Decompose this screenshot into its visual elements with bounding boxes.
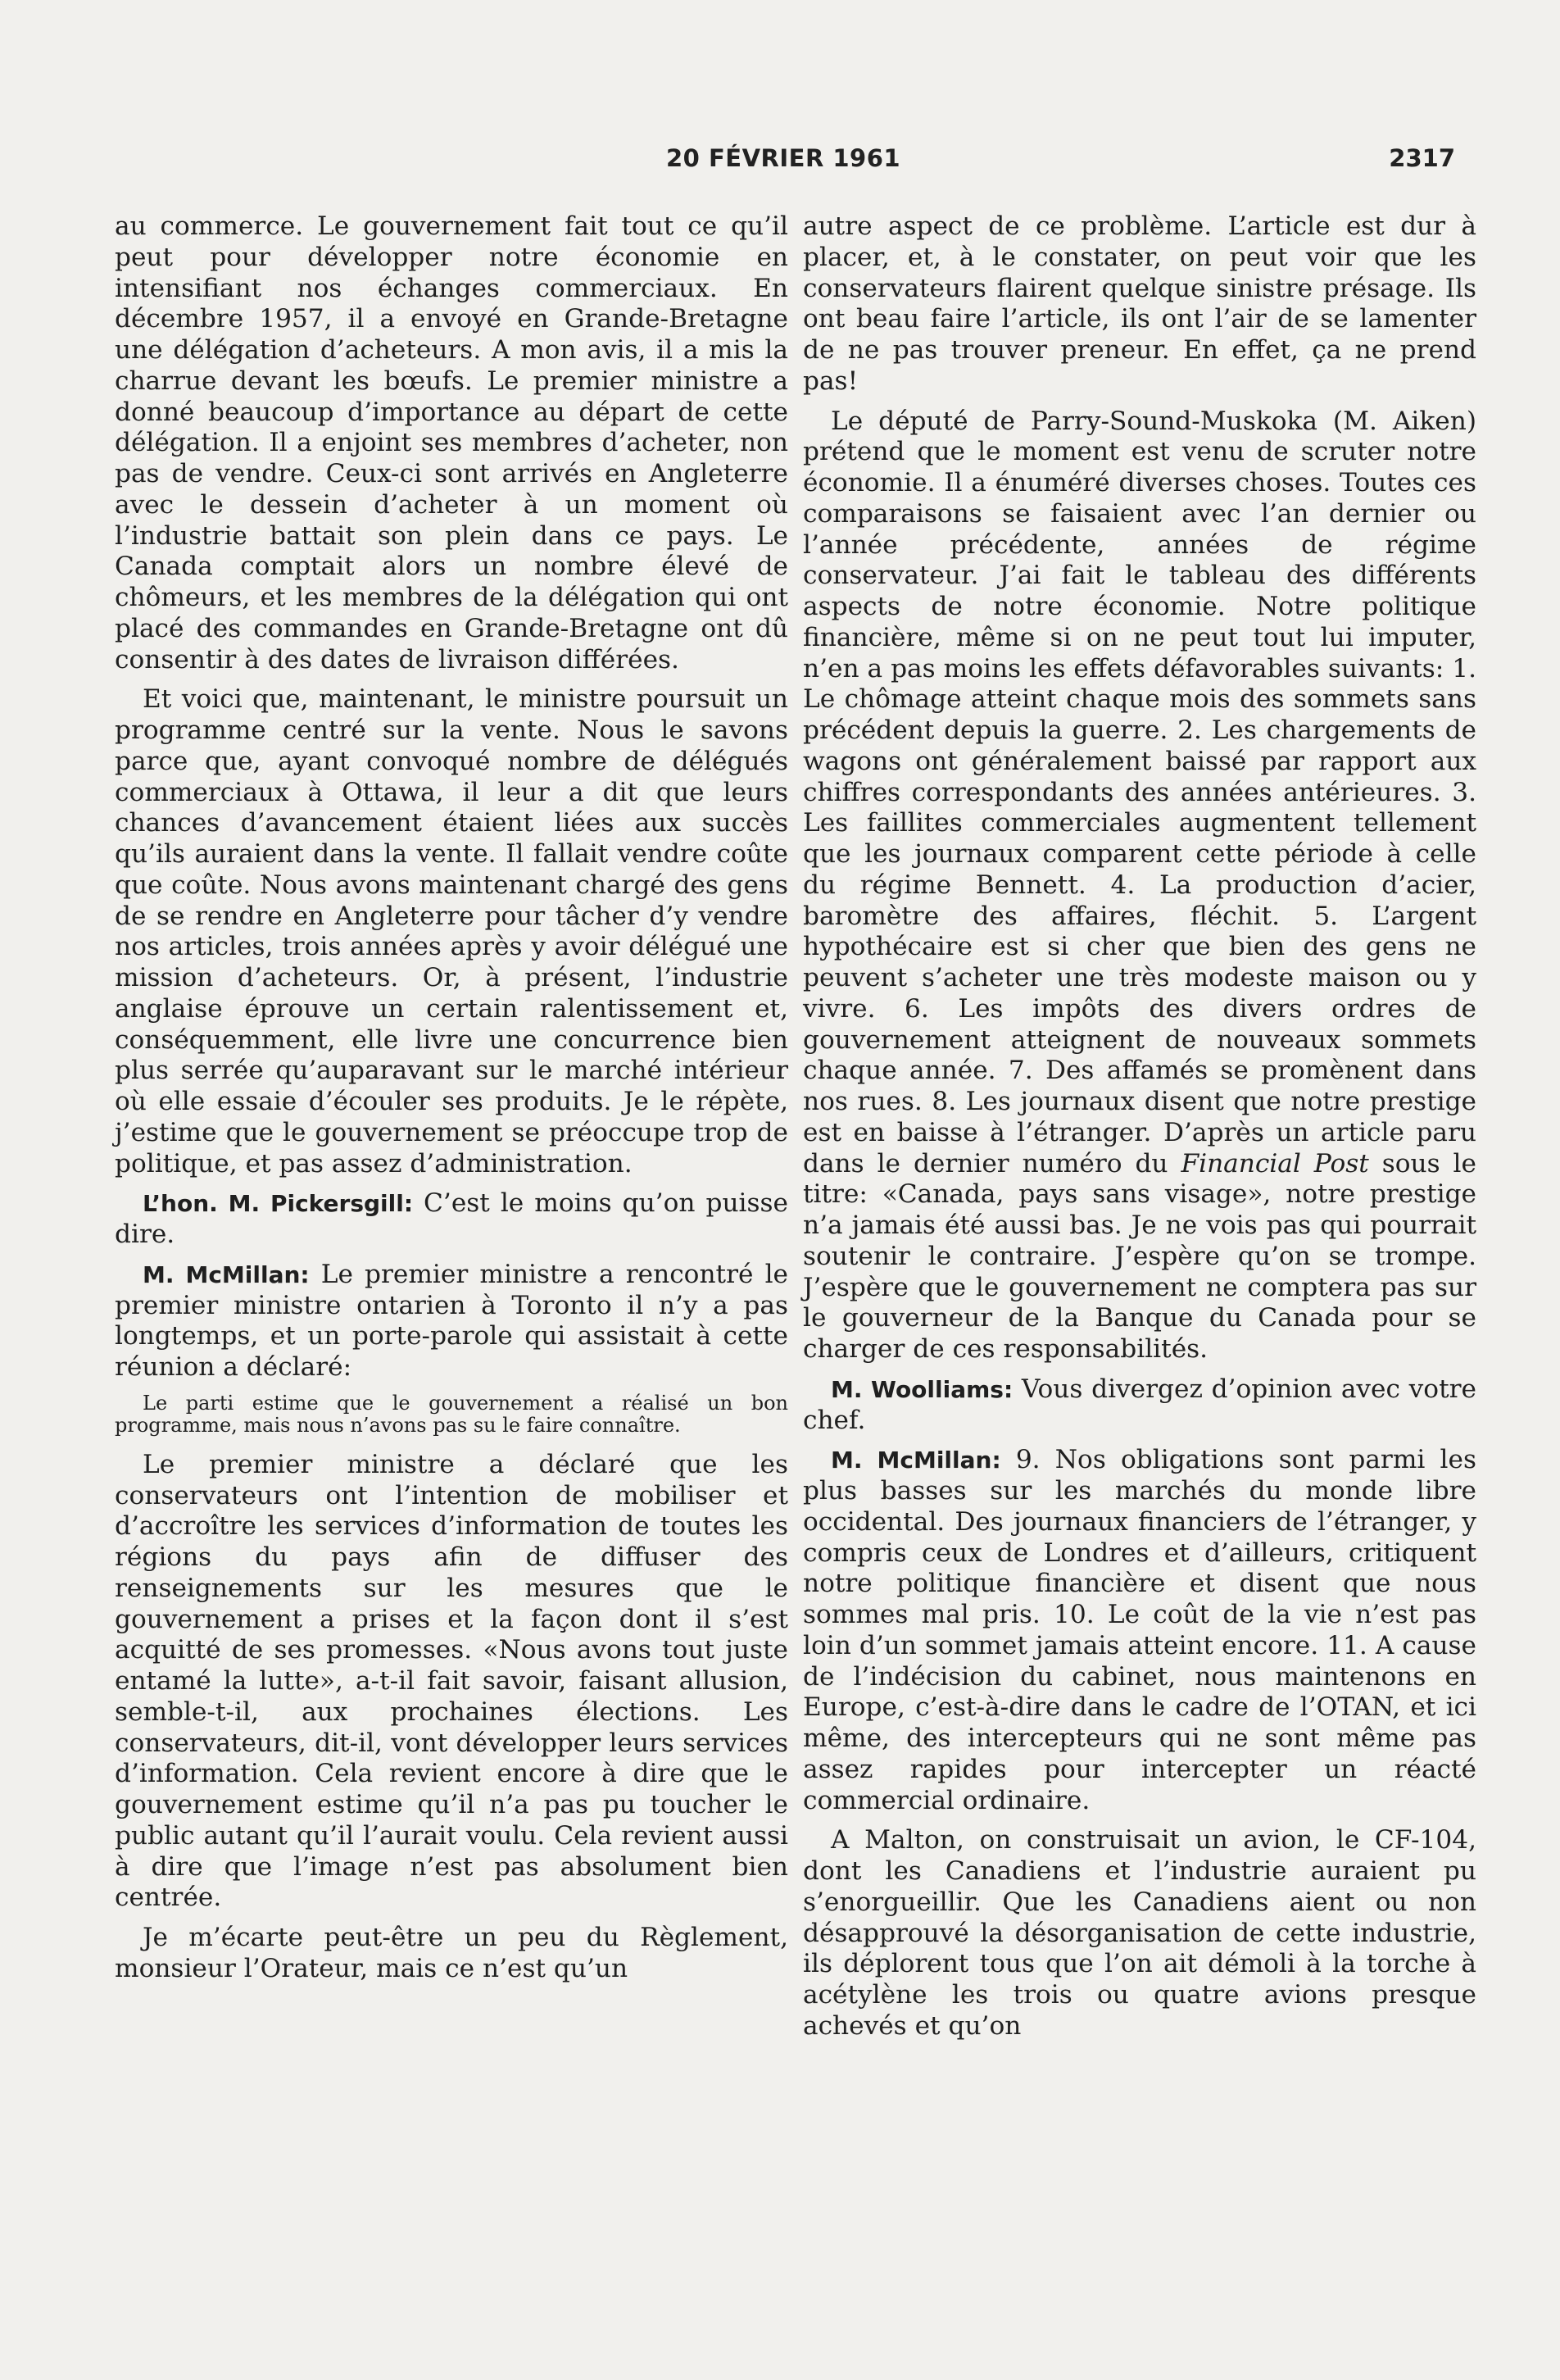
speaker-name: M. McMillan: [143, 1260, 310, 1288]
paragraph: A Malton, on construisait un avion, le CF-104, dont les Canadiens et l’industrie auraient pu s’enorgueillir. Que les Canadiens aient ou non désapprouvé la désorganisation de cette industrie, ils déplorent tous que l’on ait démoli à la torche à acétylène les trois ou quatre avions presque achevés et qu’on [803, 1825, 1476, 2041]
block-quote: Le parti estime que le gouvernement a réalisé un bon programme, mais nous n’avons pas su le faire connaître. [115, 1391, 788, 1437]
paragraph: au commerce. Le gouvernement fait tout ce qu’il peut pour développer notre économie en intensifiant nos échanges commerciaux. En décembre 1957, il a envoyé en Grande-Bretagne une délégation d’acheteurs. A mon avis, il a mis la charrue devant les bœufs. Le premier ministre a donné beaucoup d’importance au départ de cette délégation. Il a enjoint ses membres d’acheter, non pas de vendre. Ceux-ci sont arrivés en Angleterre avec le dessein d’acheter à un moment où l’industrie battait son plein dans ce pays. Le Canada comptait alors un nombre élevé de chômeurs, et les membres de la délégation qui ont placé des commandes en Grande-Bretagne ont dû consentir à des dates de livraison différées. [115, 211, 788, 674]
speech-text: Le premier ministre a rencontré le premier ministre ontarien à Toronto il n’y a pas longtemps, et un porte-parole qui assistait à cette réunion a déclaré: [115, 1259, 789, 1382]
speaker-paragraph [803, 1374, 1476, 1437]
paragraph: Je m’écarte peut-être un peu du Règlement, monsieur l’Orateur, mais ce n’est qu’un [115, 1923, 788, 1983]
speech-text: C’est le moins qu’on puisse dire. [115, 1188, 788, 1249]
page-number: 2317 [1389, 144, 1455, 172]
speaker-paragraph [115, 1188, 788, 1251]
paragraph-text: Le député de Parry-Sound-Muskoka (M. Aiken) prétend que le moment est venu de scruter notre économie. Il a énuméré diverses choses. Toutes ces comparaisons se faisaient avec l’an dernier ou l’année précédente, années de régime conservateur. J’ai fait le tableau des différents aspects de notre économie. Notre politique financière, même si on ne peut tout lui imputer, n’en a pas moins les effets défavorables suivants: 1. Le chômage atteint chaque mois des sommets sans précédent depuis la guerre. 2. Les chargements de wagons ont généralement baissé par rapport aux chiffres correspondants des années antérieures. 3. Les faillites commerciales augmentent tellement que les journaux comparent cette période à celle du régime Bennett. 4. La production d’acier, baromètre des affaires, fléchit. 5. L’argent hypothécaire est si cher que bien des gens ne peuvent s’acheter une très modeste maison ou y vivre. 6. Les impôts des divers ordres de gouvernement atteignent de nouveaux sommets chaque année. 7. Des affamés se promènent dans nos rues. 8. Les journaux disent que notre prestige est en baisse à l’étranger. D’après un article paru dans le dernier numéro du [803, 406, 1476, 1179]
paragraph-text: sous le titre: «Canada, pays sans visage», notre prestige n’a jamais été aussi bas. Je ne vois pas qui pourrait soutenir le contraire. J’espère qu’on se trompe. J’espère que le gouvernement ne comptera pas sur le gouverneur de la Banque du Canada pour se charger de ces responsabilités. [803, 1148, 1476, 1364]
left-column [115, 211, 788, 1994]
page-header [0, 141, 1560, 182]
speaker-name: M. Woolliams: [831, 1375, 1014, 1403]
speaker-name: L’hon. M. Pickersgill: [143, 1190, 414, 1218]
speech-text: 9. Nos obligations sont parmi les plus basses sur les marchés du monde libre occidental. Des journaux financiers de l’étranger, y compris ceux de Londres et d’ailleurs, critiquent notre politique financière et disent que nous sommes mal pris. 10. Le coût de la vie n’est pas loin d’un sommet jamais atteint encore. 11. A cause de l’indécision du cabinet, nous maintenons en Europe, c’est-à-dire dans le cadre de l’OTAN, et ici même, des intercepteurs qui ne sont même pas assez rapides pour intercepter un réacté commercial ordinaire. [803, 1445, 1476, 1815]
speaker-paragraph [115, 1260, 788, 1383]
paragraph: autre aspect de ce problème. L’article est dur à placer, et, à le constater, on peut voir que les conservateurs flairent quelque sinistre présage. Ils ont beau faire l’article, ils ont l’air de se lamenter de ne pas trouver preneur. En effet, ça ne prend pas! [803, 211, 1476, 396]
paragraph [803, 407, 1476, 1365]
speaker-paragraph [803, 1445, 1476, 1816]
header-date: 20 FÉVRIER 1961 [666, 144, 901, 172]
publication-title: Financial Post [1181, 1148, 1369, 1179]
paragraph: Le premier ministre a déclaré que les conservateurs ont l’intention de mobiliser et d’accroître les services d’information de toutes les régions du pays afin de diffuser des renseignements sur les mesures que le gouvernement a prises et la façon dont il s’est acquitté de ses promesses. «Nous avons tout juste entamé la lutte», a-t-il fait savoir, faisant allusion, semble-t-il, aux prochaines élections. Les conservateurs, dit-il, vont développer leurs services d’information. Cela revient encore à dire que le gouvernement estime qu’il n’a pas pu toucher le public autant qu’il l’aurait voulu. Cela revient aussi à dire que l’image n’est pas absolument bien centrée. [115, 1449, 788, 1913]
speaker-name: M. McMillan: [831, 1447, 1001, 1474]
speech-text: Vous divergez d’opinion avec votre chef. [803, 1374, 1476, 1435]
right-column [803, 211, 1476, 2051]
paragraph: Et voici que, maintenant, le ministre poursuit un programme centré sur la vente. Nous le savons parce que, ayant convoqué nombre de délégués commerciaux à Ottawa, il leur a dit que leurs chances d’avancement étaient liées aux succès qu’ils auraient dans la vente. Il fallait vendre coûte que coûte. Nous avons maintenant chargé des gens de se rendre en Angleterre pour tâcher d’y vendre nos articles, trois années après y avoir délégué une mission d’acheteurs. Or, à présent, l’industrie anglaise éprouve un certain ralentissement et, conséquemment, elle livre une concurrence bien plus serrée qu’auparavant sur le marché intérieur où elle essaie d’écouler ses produits. Je le répète, j’estime que le gouvernement se préoccupe trop de politique, et pas assez d’administration. [115, 684, 788, 1179]
